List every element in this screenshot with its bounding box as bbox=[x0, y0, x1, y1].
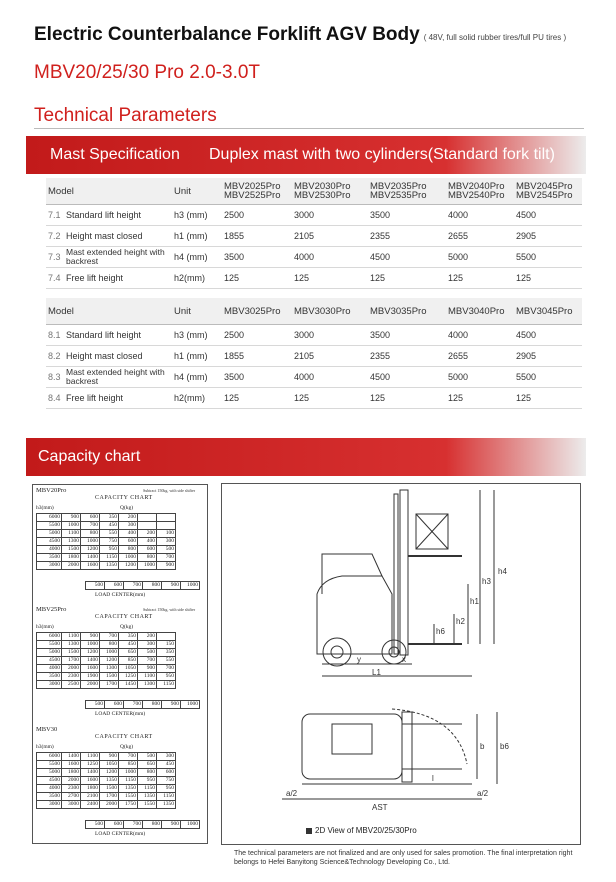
capacity-cell: 1300 bbox=[62, 641, 81, 649]
capacity-cell: 1100 bbox=[62, 633, 81, 641]
chart-h-label: h3(mm) bbox=[36, 505, 54, 511]
capacity-cell: 500 bbox=[138, 753, 157, 761]
capacity-cell: 800 bbox=[81, 530, 100, 538]
model-cell: MBV3045Pro bbox=[514, 298, 582, 325]
load-center-cell: 900 bbox=[162, 821, 181, 829]
capacity-cell: 600 bbox=[119, 538, 138, 546]
load-center-cell: 500 bbox=[86, 582, 105, 590]
capacity-cell: 1150 bbox=[100, 554, 119, 562]
lift-height-cell: 4500 bbox=[37, 657, 62, 665]
capacity-cell: 1400 bbox=[81, 554, 100, 562]
lift-height-cell: 5500 bbox=[37, 522, 62, 530]
capacity-chart-25 bbox=[33, 604, 207, 722]
dim-x: x bbox=[402, 655, 406, 664]
capacity-cell: 950 bbox=[157, 785, 176, 793]
capacity-banner: Capacity chart bbox=[26, 438, 586, 476]
unit-label: Unit bbox=[172, 178, 222, 205]
lift-height-cell: 3500 bbox=[37, 793, 62, 801]
lift-height-cell: 5000 bbox=[37, 649, 62, 657]
chart-title: CAPACITY CHART bbox=[95, 495, 153, 501]
capacity-cell: 2300 bbox=[62, 785, 81, 793]
capacity-cell: 300 bbox=[138, 641, 157, 649]
load-center-table bbox=[85, 700, 200, 709]
section-divider bbox=[34, 128, 584, 129]
capacity-cell: 1400 bbox=[81, 657, 100, 665]
capacity-cell: 1200 bbox=[119, 562, 138, 570]
capacity-cell: 800 bbox=[138, 769, 157, 777]
capacity-cell: 700 bbox=[157, 665, 176, 673]
dim-a2-left: a/2 bbox=[286, 789, 298, 798]
mast-spec-label: Mast Specification bbox=[50, 146, 180, 163]
table-row bbox=[37, 761, 176, 769]
capacity-cell: 200 bbox=[138, 530, 157, 538]
model-cell: MBV2030Pro MBV2530Pro bbox=[292, 178, 368, 205]
capacity-cell: 350 bbox=[157, 649, 176, 657]
capacity-cell: 1200 bbox=[81, 649, 100, 657]
table-row bbox=[37, 673, 176, 681]
capacity-cell: 200 bbox=[119, 514, 138, 522]
load-center-label: LOAD CENTER(mm) bbox=[95, 592, 146, 598]
capacity-cell: 1350 bbox=[100, 562, 119, 570]
load-center-cell: 500 bbox=[86, 821, 105, 829]
capacity-cell: 750 bbox=[157, 777, 176, 785]
capacity-cell: 2000 bbox=[62, 562, 81, 570]
capacity-cell: 1700 bbox=[62, 657, 81, 665]
load-center-label: LOAD CENTER(mm) bbox=[95, 831, 146, 837]
capacity-cell: 1500 bbox=[62, 649, 81, 657]
capacity-cell: 400 bbox=[138, 538, 157, 546]
dim-b: b bbox=[480, 742, 485, 751]
capacity-cell: 800 bbox=[119, 546, 138, 554]
capacity-cell: 1150 bbox=[157, 681, 176, 689]
lift-height-cell: 4000 bbox=[37, 665, 62, 673]
capacity-cell: 1600 bbox=[81, 777, 100, 785]
capacity-cell: 1050 bbox=[100, 761, 119, 769]
capacity-cell: 350 bbox=[100, 514, 119, 522]
capacity-cell: 1150 bbox=[138, 785, 157, 793]
capacity-cell: 1050 bbox=[119, 665, 138, 673]
capacity-cell: 700 bbox=[138, 657, 157, 665]
table-row bbox=[37, 649, 176, 657]
capacity-cell: 1750 bbox=[119, 801, 138, 809]
mast-table-1 bbox=[46, 178, 582, 289]
capacity-chart-30 bbox=[33, 724, 207, 842]
capacity-cell bbox=[157, 514, 176, 522]
table-row bbox=[37, 785, 176, 793]
capacity-cell: 1550 bbox=[138, 801, 157, 809]
capacity-cell: 1800 bbox=[81, 785, 100, 793]
dim-h6: h6 bbox=[436, 627, 445, 636]
capacity-cell: 900 bbox=[81, 633, 100, 641]
capacity-cell: 900 bbox=[100, 753, 119, 761]
load-center-cell: 800 bbox=[143, 821, 162, 829]
drawing-caption: 2D View of MBV20/25/30Pro bbox=[306, 826, 417, 835]
capacity-cell: 1550 bbox=[119, 793, 138, 801]
capacity-cell: 1000 bbox=[100, 649, 119, 657]
capacity-cell: 1000 bbox=[119, 554, 138, 562]
capacity-cell: 3000 bbox=[62, 801, 81, 809]
capacity-cell: 350 bbox=[119, 633, 138, 641]
model-cell: MBV3035Pro bbox=[368, 298, 446, 325]
load-center-cell: 700 bbox=[124, 701, 143, 709]
capacity-cell: 900 bbox=[157, 562, 176, 570]
table-row bbox=[37, 530, 176, 538]
load-center-table bbox=[85, 581, 200, 590]
capacity-cell: 600 bbox=[138, 546, 157, 554]
capacity-cell: 1900 bbox=[81, 673, 100, 681]
forklift-drawing-panel bbox=[221, 483, 581, 845]
lift-height-cell: 3500 bbox=[37, 673, 62, 681]
load-center-cell: 500 bbox=[86, 701, 105, 709]
capacity-cell: 700 bbox=[119, 753, 138, 761]
chart-note: Subtract 150kg, with side shifter bbox=[143, 488, 196, 493]
capacity-cell: 1700 bbox=[100, 793, 119, 801]
capacity-cell: 550 bbox=[100, 530, 119, 538]
capacity-cell: 1250 bbox=[81, 761, 100, 769]
capacity-cell: 100 bbox=[157, 530, 176, 538]
lift-height-cell: 3000 bbox=[37, 562, 62, 570]
table-header-row bbox=[46, 178, 582, 205]
chart-model-name: MBV30 bbox=[36, 726, 58, 733]
capacity-table bbox=[36, 513, 176, 570]
chart-h-label: h3(mm) bbox=[36, 744, 54, 750]
capacity-cell: 800 bbox=[138, 554, 157, 562]
chart-h-label: h3(mm) bbox=[36, 624, 54, 630]
lift-height-cell: 4500 bbox=[37, 777, 62, 785]
capacity-cell: 2000 bbox=[81, 681, 100, 689]
load-center-table bbox=[85, 820, 200, 829]
load-center-cell: 700 bbox=[124, 821, 143, 829]
load-center-cell: 800 bbox=[143, 582, 162, 590]
capacity-table bbox=[36, 632, 176, 689]
capacity-chart-20 bbox=[33, 485, 207, 603]
capacity-cell: 1450 bbox=[119, 681, 138, 689]
table-row bbox=[37, 801, 176, 809]
model-cell: MBV3025Pro bbox=[222, 298, 292, 325]
dim-l1: L1 bbox=[372, 668, 381, 677]
rear-wheel bbox=[323, 638, 351, 666]
mast-spec-value: Duplex mast with two cylinders(Standard fork tilt) bbox=[209, 146, 555, 163]
load-center-label: LOAD CENTER(mm) bbox=[95, 711, 146, 717]
capacity-cell: 1100 bbox=[138, 673, 157, 681]
capacity-cell: 1150 bbox=[119, 777, 138, 785]
model-cell: MBV3040Pro bbox=[446, 298, 514, 325]
capacity-cell: 2400 bbox=[81, 801, 100, 809]
table-row bbox=[37, 777, 176, 785]
table-row: 8.3 Mast extended height with backrest h4 (mm) 3500 4000 4500 5000 5500 bbox=[46, 367, 582, 388]
capacity-cell: 300 bbox=[157, 753, 176, 761]
table-row bbox=[37, 562, 176, 570]
capacity-cell: 1200 bbox=[100, 657, 119, 665]
capacity-cell: 1300 bbox=[100, 665, 119, 673]
capacity-cell: 700 bbox=[157, 554, 176, 562]
capacity-cell: 700 bbox=[100, 633, 119, 641]
lift-height-cell: 4000 bbox=[37, 546, 62, 554]
capacity-cell: 300 bbox=[119, 522, 138, 530]
lift-height-cell: 5000 bbox=[37, 769, 62, 777]
table-row: 7.4 Free lift height h2(mm) 125 125 125 125 125 bbox=[46, 268, 582, 289]
dim-h3: h3 bbox=[482, 577, 491, 586]
capacity-cell: 1600 bbox=[81, 562, 100, 570]
model-cell: MBV2035Pro MBV2535Pro bbox=[368, 178, 446, 205]
dim-y: y bbox=[357, 655, 361, 664]
capacity-cell: 850 bbox=[119, 657, 138, 665]
capacity-cell: 300 bbox=[157, 538, 176, 546]
capacity-cell: 2100 bbox=[81, 793, 100, 801]
model-line: MBV20/25/30 Pro 2.0-3.0T bbox=[34, 62, 261, 83]
capacity-cell: 2000 bbox=[62, 777, 81, 785]
capacity-cell: 1600 bbox=[62, 761, 81, 769]
lift-height-cell: 4500 bbox=[37, 538, 62, 546]
chart-model-name: MBV20Pro bbox=[36, 487, 67, 494]
table-row bbox=[37, 514, 176, 522]
table-row bbox=[37, 554, 176, 562]
capacity-cell bbox=[138, 522, 157, 530]
load-center-cell: 700 bbox=[124, 582, 143, 590]
lift-height-cell: 6000 bbox=[37, 514, 62, 522]
table-row bbox=[37, 641, 176, 649]
chart-q-label: Q(kg) bbox=[120, 744, 134, 750]
capacity-cell: 2300 bbox=[62, 673, 81, 681]
capacity-cell: 1800 bbox=[62, 554, 81, 562]
table-row bbox=[37, 657, 176, 665]
load-center-cell: 1000 bbox=[181, 821, 200, 829]
table-header-row bbox=[46, 298, 582, 325]
capacity-cell: 650 bbox=[119, 649, 138, 657]
capacity-cell: 700 bbox=[81, 522, 100, 530]
capacity-cell: 1400 bbox=[81, 769, 100, 777]
capacity-cell: 500 bbox=[138, 649, 157, 657]
capacity-cell: 1000 bbox=[81, 641, 100, 649]
capacity-cell: 1350 bbox=[157, 801, 176, 809]
chart-q-label: Q(kg) bbox=[120, 624, 134, 630]
table-row bbox=[37, 665, 176, 673]
lift-height-cell: 5500 bbox=[37, 761, 62, 769]
footer-disclaimer: The technical parameters are not finalized and are only used for sales promotion. The final interpretation right belongs to Hefei Banyitong Science&Technology Developing Co., Ltd. bbox=[234, 850, 573, 866]
chart-title: CAPACITY CHART bbox=[95, 614, 153, 620]
capacity-cell: 1400 bbox=[62, 753, 81, 761]
capacity-cell: 900 bbox=[138, 665, 157, 673]
lift-height-cell: 6000 bbox=[37, 753, 62, 761]
model-cell: MBV2045Pro MBV2545Pro bbox=[514, 178, 582, 205]
capacity-cell: 1800 bbox=[62, 769, 81, 777]
load-center-cell: 900 bbox=[162, 582, 181, 590]
lift-height-cell: 3000 bbox=[37, 801, 62, 809]
capacity-cell bbox=[157, 633, 176, 641]
model-cell: MBV2040Pro MBV2540Pro bbox=[446, 178, 514, 205]
capacity-cell: 2000 bbox=[100, 801, 119, 809]
capacity-cell: 2700 bbox=[62, 793, 81, 801]
document-subtitle: ( 48V, full solid rubber tires/full PU tires ) bbox=[423, 33, 567, 42]
table-row: 8.4 Free lift height h2(mm) 125 125 125 125 125 bbox=[46, 388, 582, 409]
dim-a2-right: a/2 bbox=[477, 789, 489, 798]
capacity-charts-panel bbox=[32, 484, 208, 844]
capacity-cell: 1000 bbox=[62, 522, 81, 530]
capacity-cell: 150 bbox=[157, 641, 176, 649]
capacity-cell: 2500 bbox=[62, 681, 81, 689]
model-cell: MBV2025Pro MBV2525Pro bbox=[222, 178, 292, 205]
dim-h2: h2 bbox=[456, 617, 465, 626]
table-row: 8.1 Standard lift height h3 (mm) 2500 3000 3500 4000 4500 bbox=[46, 325, 582, 346]
capacity-cell: 1350 bbox=[100, 777, 119, 785]
load-center-cell: 600 bbox=[105, 582, 124, 590]
load-center-cell: 600 bbox=[105, 701, 124, 709]
dim-b6: b6 bbox=[500, 742, 509, 751]
mast-spec-banner bbox=[26, 136, 586, 174]
table-row bbox=[37, 633, 176, 641]
capacity-cell: 1300 bbox=[138, 681, 157, 689]
capacity-cell: 650 bbox=[138, 761, 157, 769]
load-center-cell: 800 bbox=[143, 701, 162, 709]
capacity-cell: 1700 bbox=[100, 681, 119, 689]
capacity-cell bbox=[157, 522, 176, 530]
capacity-cell: 1000 bbox=[81, 538, 100, 546]
table-row bbox=[37, 753, 176, 761]
mast-table-2 bbox=[46, 298, 582, 409]
capacity-cell: 1350 bbox=[138, 793, 157, 801]
capacity-cell: 550 bbox=[157, 657, 176, 665]
load-center-cell: 1000 bbox=[181, 701, 200, 709]
capacity-cell: 1300 bbox=[62, 538, 81, 546]
capacity-cell: 1250 bbox=[119, 673, 138, 681]
load-center-cell: 900 bbox=[162, 701, 181, 709]
square-bullet-icon bbox=[306, 828, 312, 834]
table-row bbox=[37, 793, 176, 801]
chart-model-name: MBV25Pro bbox=[36, 606, 67, 613]
load-center-cell: 600 bbox=[105, 821, 124, 829]
capacity-cell: 600 bbox=[81, 514, 100, 522]
table-row bbox=[37, 546, 176, 554]
lift-height-cell: 4000 bbox=[37, 785, 62, 793]
document-title: Electric Counterbalance Forklift AGV Body ( 48V, full solid rubber tires/full PU tires ) bbox=[34, 24, 567, 45]
capacity-cell: 1100 bbox=[81, 753, 100, 761]
dim-ast: AST bbox=[372, 803, 388, 812]
lift-height-cell: 6000 bbox=[37, 633, 62, 641]
capacity-cell: 950 bbox=[157, 673, 176, 681]
table-row: 7.1 Standard lift height h3 (mm) 2500 3000 3500 4000 4500 bbox=[46, 205, 582, 226]
capacity-cell: 450 bbox=[119, 641, 138, 649]
capacity-cell: 950 bbox=[138, 777, 157, 785]
forklift-2d-drawing bbox=[222, 484, 580, 844]
section-title: Technical Parameters bbox=[34, 105, 217, 126]
dim-h4: h4 bbox=[498, 567, 507, 576]
capacity-cell: 1500 bbox=[62, 546, 81, 554]
table-row: 8.2 Height mast closed h1 (mm) 1855 2105 2355 2655 2905 bbox=[46, 346, 582, 367]
lift-height-cell: 5500 bbox=[37, 641, 62, 649]
table-row bbox=[37, 538, 176, 546]
capacity-cell: 750 bbox=[100, 538, 119, 546]
model-label: Model bbox=[46, 178, 172, 205]
capacity-cell: 1200 bbox=[100, 769, 119, 777]
capacity-cell: 1000 bbox=[119, 769, 138, 777]
capacity-cell: 600 bbox=[157, 769, 176, 777]
capacity-cell: 400 bbox=[119, 530, 138, 538]
capacity-cell: 1000 bbox=[138, 562, 157, 570]
table-row bbox=[37, 681, 176, 689]
table-row: 7.3 Mast extended height with backrest h4 (mm) 3500 4000 4500 5000 5500 bbox=[46, 247, 582, 268]
capacity-cell: 1500 bbox=[100, 673, 119, 681]
mast-outline bbox=[400, 490, 408, 655]
capacity-cell: 800 bbox=[100, 641, 119, 649]
capacity-cell: 1350 bbox=[119, 785, 138, 793]
model-label: Model bbox=[46, 298, 172, 325]
capacity-cell: 850 bbox=[119, 761, 138, 769]
capacity-cell: 200 bbox=[138, 633, 157, 641]
dim-l: l bbox=[432, 774, 434, 783]
capacity-cell: 1200 bbox=[81, 546, 100, 554]
lift-height-cell: 3500 bbox=[37, 554, 62, 562]
lift-height-cell: 5000 bbox=[37, 530, 62, 538]
capacity-cell: 450 bbox=[100, 522, 119, 530]
model-cell: MBV3030Pro bbox=[292, 298, 368, 325]
unit-label: Unit bbox=[172, 298, 222, 325]
capacity-table bbox=[36, 752, 176, 809]
capacity-cell: 900 bbox=[62, 514, 81, 522]
capacity-cell: 450 bbox=[157, 761, 176, 769]
table-row bbox=[37, 522, 176, 530]
capacity-cell: 1600 bbox=[81, 665, 100, 673]
dim-h1: h1 bbox=[470, 597, 479, 606]
capacity-cell: 950 bbox=[100, 546, 119, 554]
capacity-cell: 500 bbox=[157, 546, 176, 554]
capacity-cell: 1500 bbox=[100, 785, 119, 793]
chart-q-label: Q(kg) bbox=[120, 505, 134, 511]
forklift-body bbox=[317, 576, 392, 654]
table-row bbox=[37, 769, 176, 777]
table-row: 7.2 Height mast closed h1 (mm) 1855 2105 2355 2655 2905 bbox=[46, 226, 582, 247]
lift-height-cell: 3000 bbox=[37, 681, 62, 689]
load-center-cell: 1000 bbox=[181, 582, 200, 590]
capacity-cell: 1150 bbox=[157, 793, 176, 801]
chart-note: Subtract 150kg, with side shifter bbox=[143, 607, 196, 612]
capacity-cell: 2000 bbox=[62, 665, 81, 673]
chart-title: CAPACITY CHART bbox=[95, 734, 153, 740]
capacity-cell: 1100 bbox=[62, 530, 81, 538]
capacity-cell bbox=[138, 514, 157, 522]
